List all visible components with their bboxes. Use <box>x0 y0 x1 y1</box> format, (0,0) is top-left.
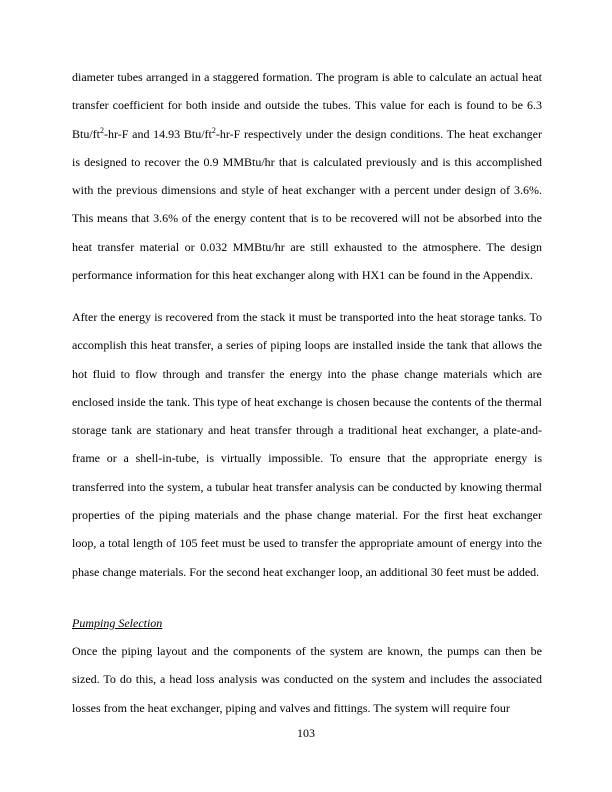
paragraph-1-part-1: diameter tubes arranged in a staggered formation. The program is able to calculate an actual heat transfer coefficient for both inside and outside the tubes. This value for each is found to be 6.3 Btu/ft <box>72 70 542 141</box>
paragraph-pump-sizing: Once the piping layout and the components of the system are known, the pumps can then be sized. To do this, a head loss analysis was conducted on the system and includes the associated losses from the heat exchanger, piping and valves and fittings. The system will require four <box>72 644 542 715</box>
superscript-squared-2: 2 <box>211 125 216 135</box>
paragraph-1-part-2: -hr-F and 14.93 Btu/ft <box>104 126 212 141</box>
page-number: 103 <box>297 726 315 740</box>
section-heading-pumping-selection: Pumping Selection <box>72 616 163 630</box>
paragraph-heat-transfer-coefficients <box>72 63 542 289</box>
superscript-squared-1: 2 <box>100 125 105 135</box>
paragraph-1-part-3: -hr-F respectively under the design conditions. The heat exchanger is designed to recover the 0.9 MMBtu/hr that is calculated previously and is this accomplished with the previous dimensions and style of heat exchanger with a percent under design of 3.6%. This means that 3.6% of the energy content that is to be recovered will not be absorbed into the heat transfer material or 0.032 MMBtu/hr are still exhausted to the atmosphere. The design performance information for this heat exchanger along with HX1 can be found in the Appendix. <box>72 126 543 283</box>
paragraph-heat-storage-transport: After the energy is recovered from the stack it must be transported into the heat storage tanks. To accomplish this heat transfer, a series of piping loops are installed inside the tank that allows the hot fluid to flow through and transfer the energy into the phase change materials which are enclosed inside the tank. This type of heat exchange is chosen because the contents of the thermal storage tank are stationary and heat transfer through a traditional heat exchanger, a plate-and-frame or a shell-in-tube, is virtually impossible. To ensure that the appropriate energy is transferred into the system, a tubular heat transfer analysis can be conducted by knowing thermal properties of the piping materials and the phase change material. For the first heat exchanger loop, a total length of 105 feet must be used to transfer the appropriate amount of energy into the phase change materials. For the second heat exchanger loop, an additional 30 feet must be added. <box>72 310 542 579</box>
